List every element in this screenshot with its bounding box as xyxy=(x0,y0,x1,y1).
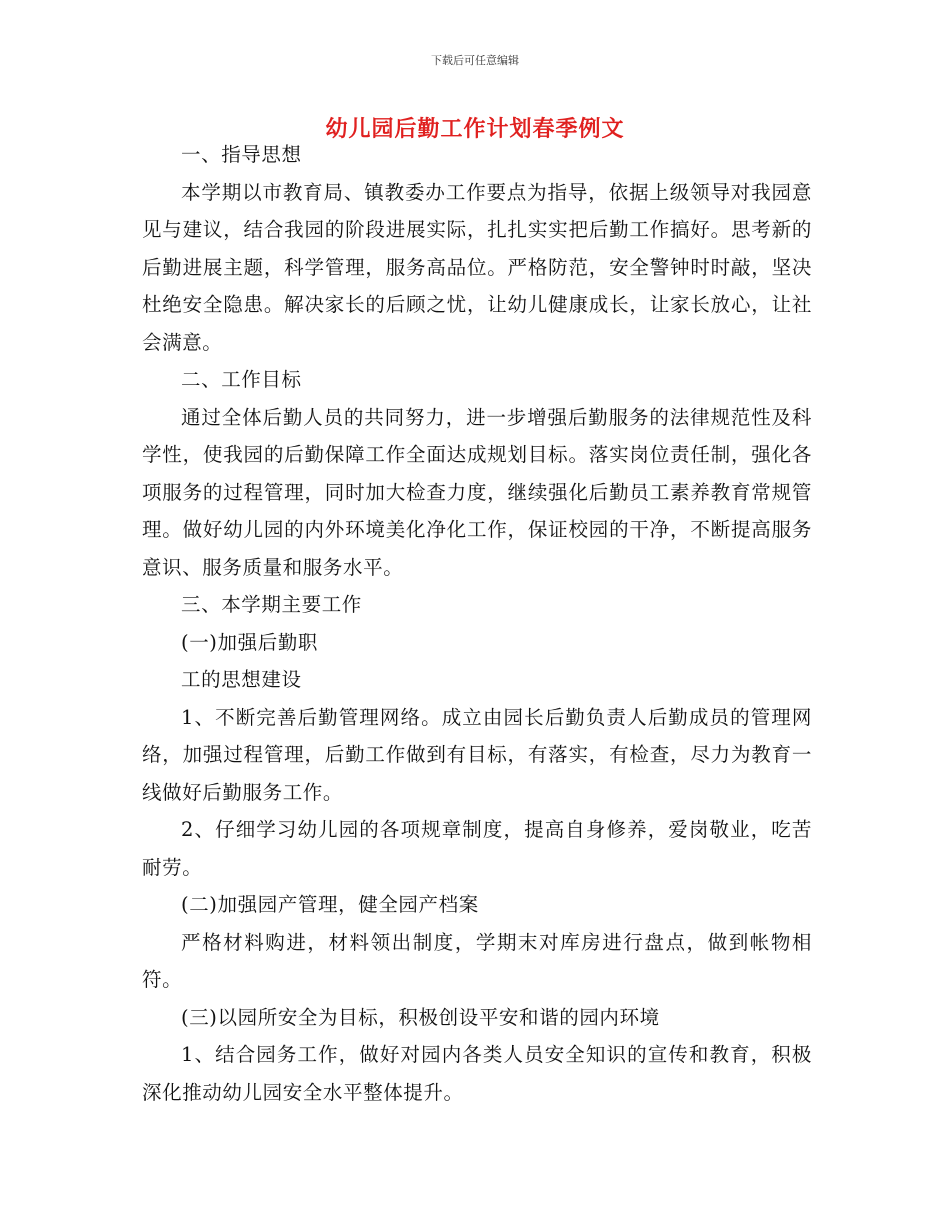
paragraph-item-2: 2、仔细学习幼儿园的各项规章制度，提高自身修养，爱岗敬业，吃苦耐劳。 xyxy=(142,818,812,879)
heading-main-work: 三、本学期主要工作 xyxy=(181,593,362,616)
paragraph-work-goals: 通过全体后勤人员的共同努力，进一步增强后勤服务的法律规范性及科学性，使我园的后勤保障工作全面达成规划目标。落实岗位责任制，强化各项服务的过程管理，同时加大检查力度，继续强化后勤员工素养教育常规管理。做好幼儿园的内外环境美化净化工作，保证校园的干净，不断提高服务意识、服务质量和服务水平。 xyxy=(142,405,812,579)
heading-guiding-ideology: 一、指导思想 xyxy=(181,143,302,166)
document-title: 幼儿园后勤工作计划春季例文 xyxy=(325,117,625,142)
header-note: 下载后可任意编辑 xyxy=(431,54,519,67)
heading-work-goals: 二、工作目标 xyxy=(181,368,302,391)
subheading-2: (二)加强园产管理，健全园产档案 xyxy=(181,893,479,916)
paragraph-guiding-ideology: 本学期以市教育局、镇教委办工作要点为指导，依据上级领导对我园意见与建议，结合我园的阶段进展实际，扎扎实实把后勤工作搞好。思考新的后勤进展主题，科学管理，服务高品位。严格防范，安全警钟时时敲，坚决杜绝安全隐患。解决家长的后顾之忧，让幼儿健康成长，让家长放心，让社会满意。 xyxy=(142,180,812,354)
paragraph-asset-management: 严格材料购进，材料领出制度，学期末对库房进行盘点，做到帐物相符。 xyxy=(142,930,812,991)
paragraph-item-1: 1、不断完善后勤管理网络。成立由园长后勤负责人后勤成员的管理网络，加强过程管理，后勤工作做到有目标，有落实，有检查，尽力为教育一线做好后勤服务工作。 xyxy=(142,705,812,804)
subheading-1-part-b: 工的思想建设 xyxy=(181,668,302,691)
subheading-1-part-a: (一)加强后勤职 xyxy=(181,630,319,654)
subheading-3: (三)以园所安全为目标，积极创设平安和谐的园内环境 xyxy=(181,1005,660,1029)
paragraph-safety-item-1: 1、结合园务工作，做好对园内各类人员安全知识的宣传和教育，积极深化推动幼儿园安全水平整体提升。 xyxy=(142,1043,812,1104)
document-body xyxy=(142,136,812,1111)
